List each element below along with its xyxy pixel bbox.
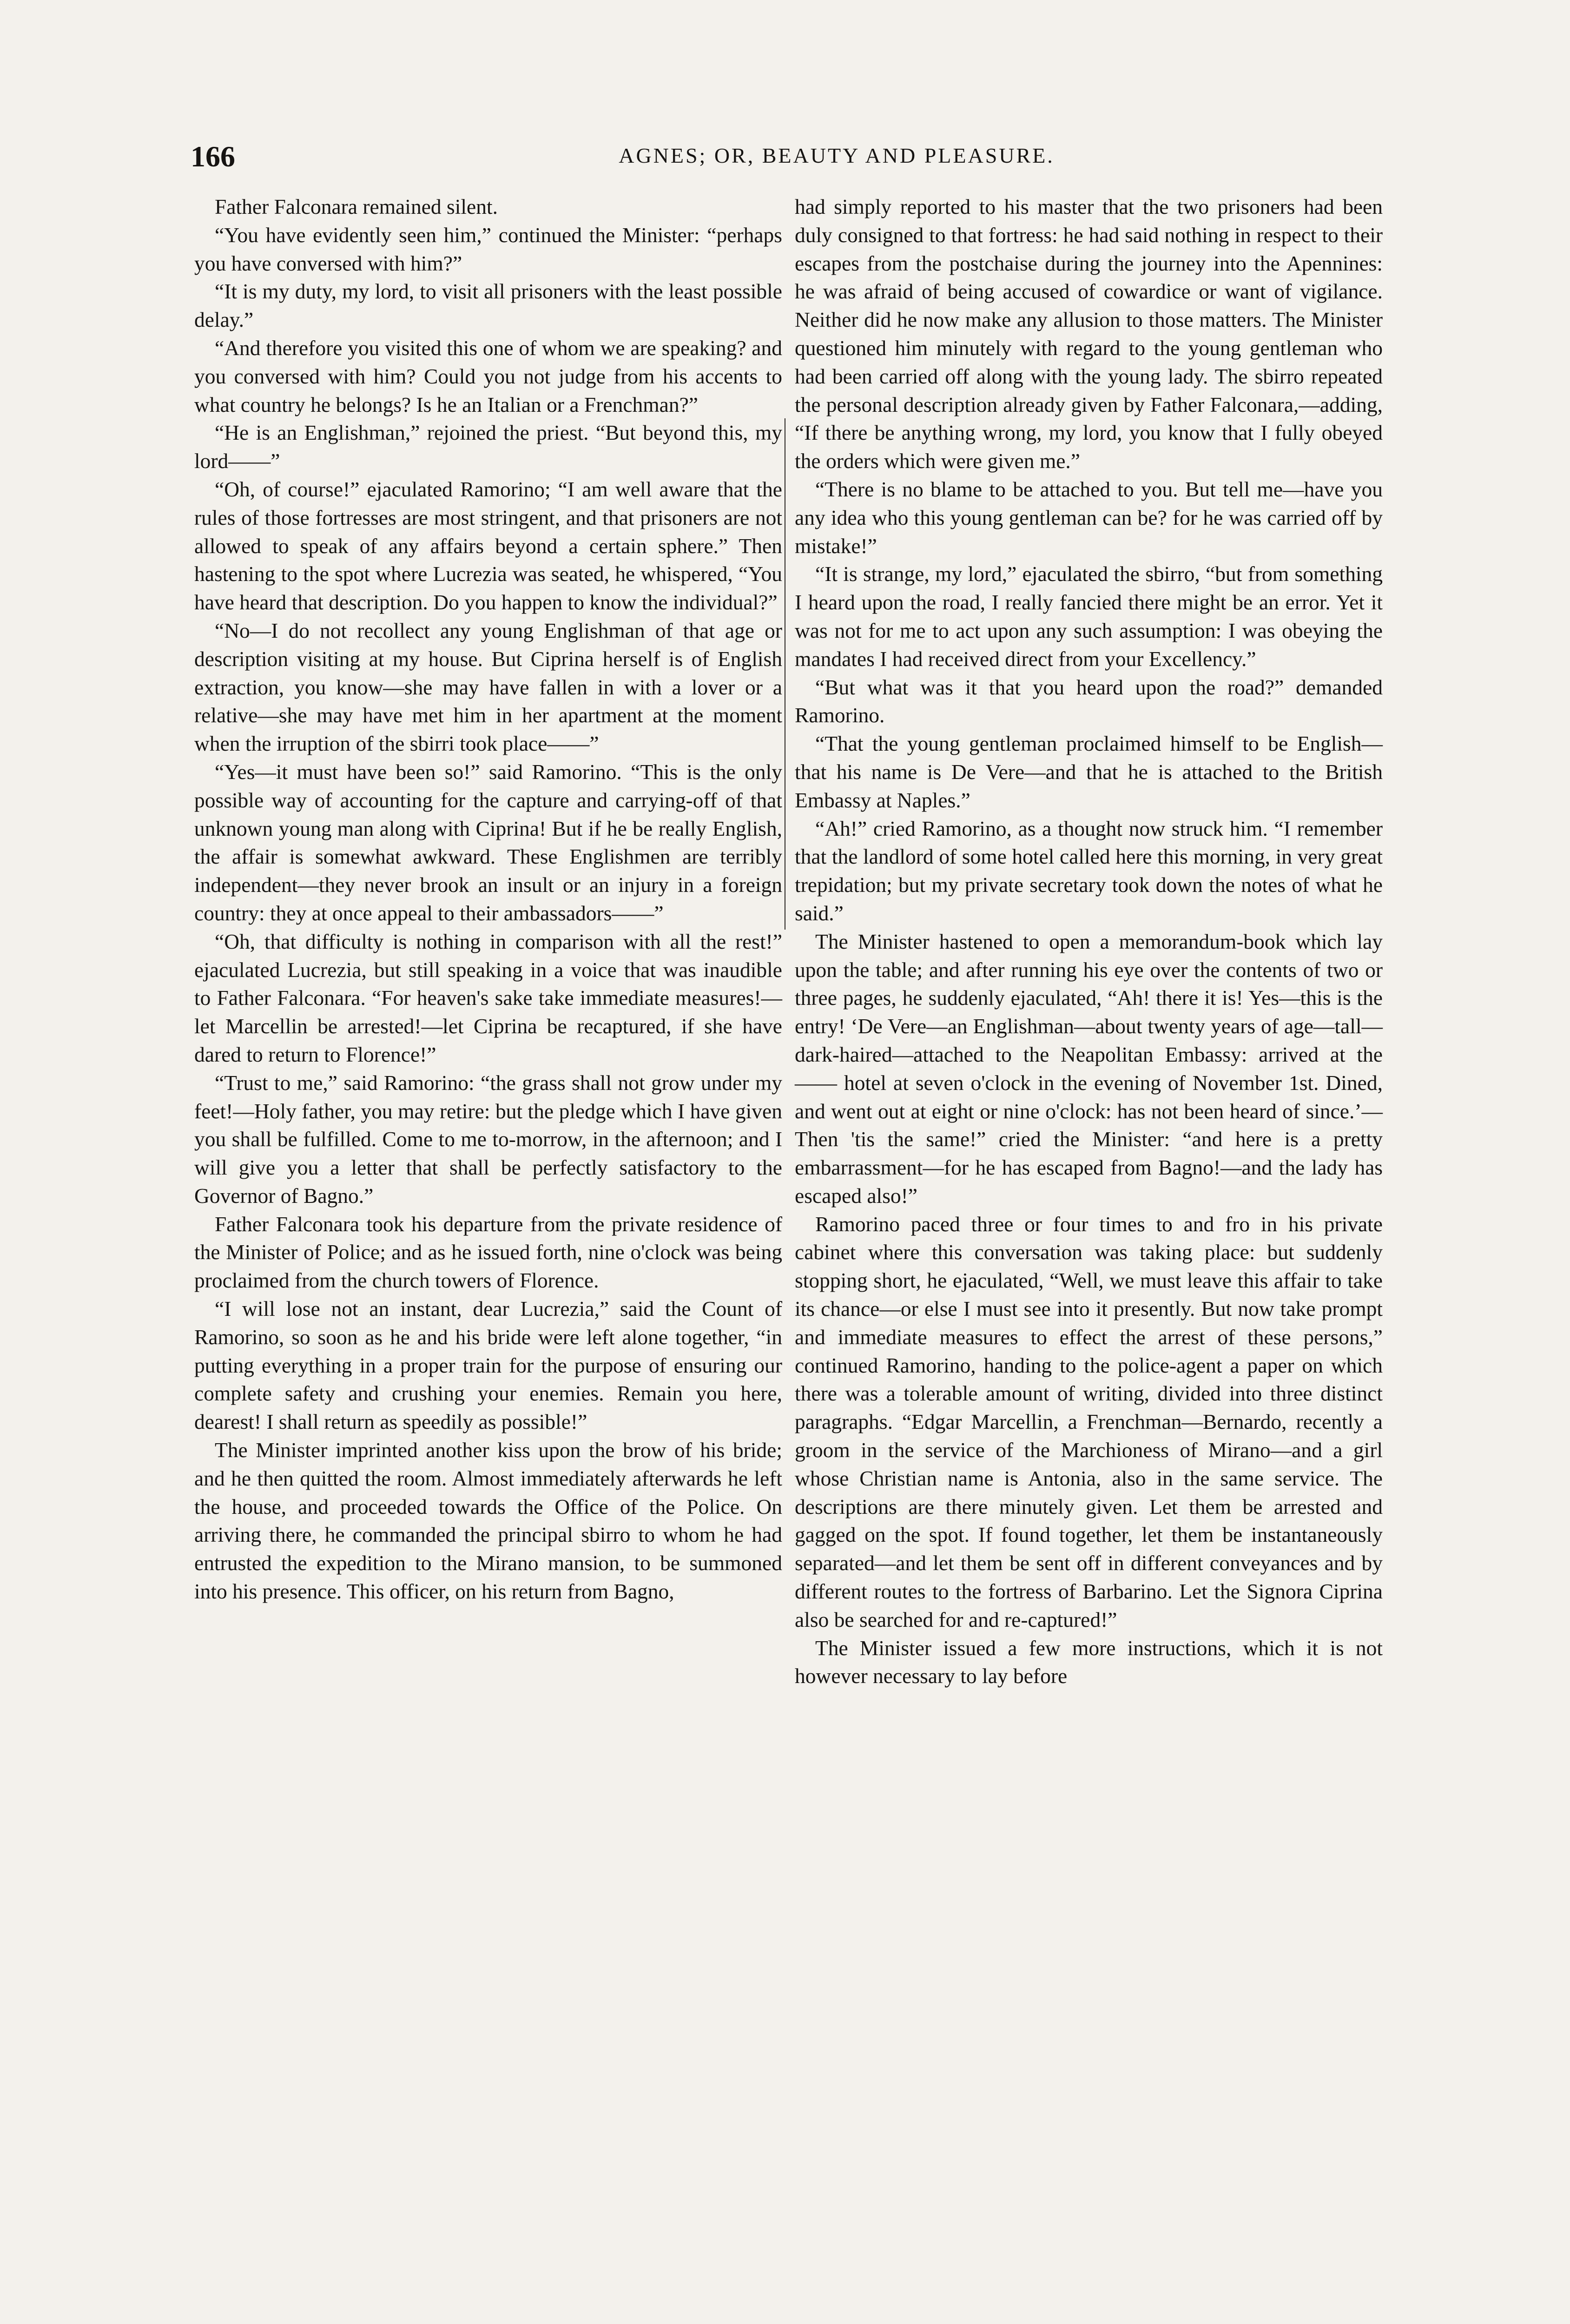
paragraph: “I will lose not an instant, dear Lucrezia,” said the Count of Ramorino, so soon as he and his bride were left alone together, “in putting everything in a proper train for the purpose of ensuring our complete safety and crushing your enemies. Remain you here, dearest! I shall return as speedily as possible!” — [194, 1297, 782, 1434]
paragraph: “That the young gentleman proclaimed himself to be English—that his name is De Vere—and that he is attached to the British Embassy at Naples.” — [795, 732, 1383, 812]
paragraph: “Trust to me,” said Ramorino: “the grass shall not grow under my feet!—Holy father, you may retire: but the pledge which I have given you shall be fulfilled. Come to me to-morrow, in the afternoon; and I will give you a letter that shall be perfectly satisfactory to the Governor of Bagno.” — [194, 1070, 782, 1208]
paragraph: The Minister imprinted another kiss upon the brow of his bride; and he then quitted the room. Almost immediately afterwards he left the house, and proceeded towards the Office of the Police. On arriving there, he commanded the principal sbirro to whom he had entrusted the expedition to the Mirano mansion, to be summoned into his presence. This officer, on his return from Bagno, — [194, 1438, 782, 1604]
paragraph: “Yes—it must have been so!” said Ramorino. “This is the only possible way of accounting for the capture and carrying-off of that unknown young man along with Ciprina! But if he be really English, the affair is somewhat awkward. These Englishmen are terribly independent—they never brook an insult or an injury in a foreign country: they at once appeal to their ambassadors——” — [194, 759, 782, 925]
paragraph: had simply reported to his master that the two prisoners had been duly consigned to that fortress: he had said nothing in respect to their escapes from the postchaise during the journey into the Apennines: he was afraid of being accused of cowardice or want of vigilance. Neither did he now make any allusion to those matters. The Minister questioned him minutely with regard to the young gentleman who had been carried off along with the young lady. The sbirro repeated the personal description already given by Father Falconara,—adding, “If there be anything wrong, my lord, you know that I fully obeyed the orders which were given me.” — [795, 195, 1383, 473]
running-title: AGNES; OR, BEAUTY AND PLEASURE. — [619, 144, 1055, 167]
paragraph: “It is my duty, my lord, to visit all prisoners with the least possible delay.” — [194, 279, 782, 332]
paragraph: Father Falconara took his departure from the private residence of the Minister of Police; and as he issued forth, nine o'clock was being proclaimed from the church towers of Florence. — [194, 1212, 782, 1293]
paragraph: Ramorino paced three or four times to and fro in his private cabinet where this conversation was taking place: but suddenly stopping short, he ejaculated, “Well, we must leave this affair to take its chance—or else I must see into it presently. But now take prompt and immediate measures to effect the arrest of these persons,” continued Ramorino, handing to the police-agent a paper on which there was a tolerable amount of writing, divided into three distinct paragraphs. “Edgar Marcellin, a Frenchman—Bernardo, recently a groom in the service of the Marchioness of Mirano—and a girl whose Christian name is Antonia, also in the same service. The descriptions are there minutely given. Let them be arrested and gagged on the spot. If found together, let them be instantaneously separated—and let them be sent off in different conveyances and by different routes to the fortress of Barbarino. Let the Signora Ciprina also be searched for and re-captured!” — [795, 1212, 1383, 1631]
paragraph: “But what was it that you heard upon the road?” demanded Ramorino. — [795, 675, 1383, 727]
paragraph: “It is strange, my lord,” ejaculated the sbirro, “but from something I heard upon the road, I really fancied there might be an error. Yet it was not for me to act upon any such assumption: I was obeying the mandates I had received direct from your Excellency.” — [795, 562, 1383, 671]
paragraph: “Oh, of course!” ejaculated Ramorino; “I am well aware that the rules of those fortresses are most stringent, and that prisoners are not allowed to speak of any affairs beyond a certain sphere.” Then hastening to the spot where Lucrezia was seated, he whispered, “You have heard that description. Do you happen to know the individual?” — [194, 477, 782, 614]
paragraph: “He is an Englishman,” rejoined the priest. “But beyond this, my lord——” — [194, 421, 782, 473]
paragraph: “Oh, that difficulty is nothing in comparison with all the rest!” ejaculated Lucrezia, but still speaking in a voice that was inaudible to Father Falconara. “For heaven's sake take immediate measures!—let Marcellin be arrested!—let Ciprina be recaptured, if she have dared to return to Florence!” — [194, 929, 782, 1066]
page-number: 166 — [191, 140, 235, 173]
paragraph: “Ah!” cried Ramorino, as a thought now struck him. “I remember that the landlord of some hotel called here this morning, in very great trepidation; but my private secretary took down the notes of what he said.” — [795, 816, 1383, 925]
paragraph: The Minister issued a few more instructions, which it is not however necessary to lay before — [795, 1636, 1383, 1688]
right-column — [795, 193, 1383, 1690]
paragraph: “You have evidently seen him,” continued the Minister: “perhaps you have conversed with him?” — [194, 223, 782, 275]
paragraph: Father Falconara remained silent. — [215, 195, 498, 218]
paragraph: “And therefore you visited this one of whom we are speaking? and you conversed with him? Could you not judge from his accents to what country he belongs? Is he an Italian or a Frenchman?” — [194, 336, 782, 416]
paragraph: “No—I do not recollect any young Englishman of that age or description visiting at my house. But Ciprina herself is of English extraction, you know—she may have fallen in with a lover or a relative—she may have met him in her apartment at the moment when the irruption of the sbirri took place——” — [194, 618, 782, 756]
left-column — [194, 193, 782, 1606]
paragraph: The Minister hastened to open a memorandum-book which lay upon the table; and after running his eye over the contents of two or three pages, he suddenly ejaculated, “Ah! there it is! Yes—this is the entry! ‘De Vere—an Englishman—about twenty years of age—tall—dark-haired—attached to the Neapolitan Embassy: arrived at the —— hotel at seven o'clock in the evening of November 1st. Dined, and went out at eight or nine o'clock: has not been heard of since.’—Then 'tis the same!” cried the Minister: “and here is a pretty embarrassment—for he has escaped from Bagno!—and the lady has escaped also!” — [795, 929, 1383, 1208]
paragraph: “There is no blame to be attached to you. But tell me—have you any idea who this young gentleman can be? for he was carried off by mistake!” — [795, 477, 1383, 558]
